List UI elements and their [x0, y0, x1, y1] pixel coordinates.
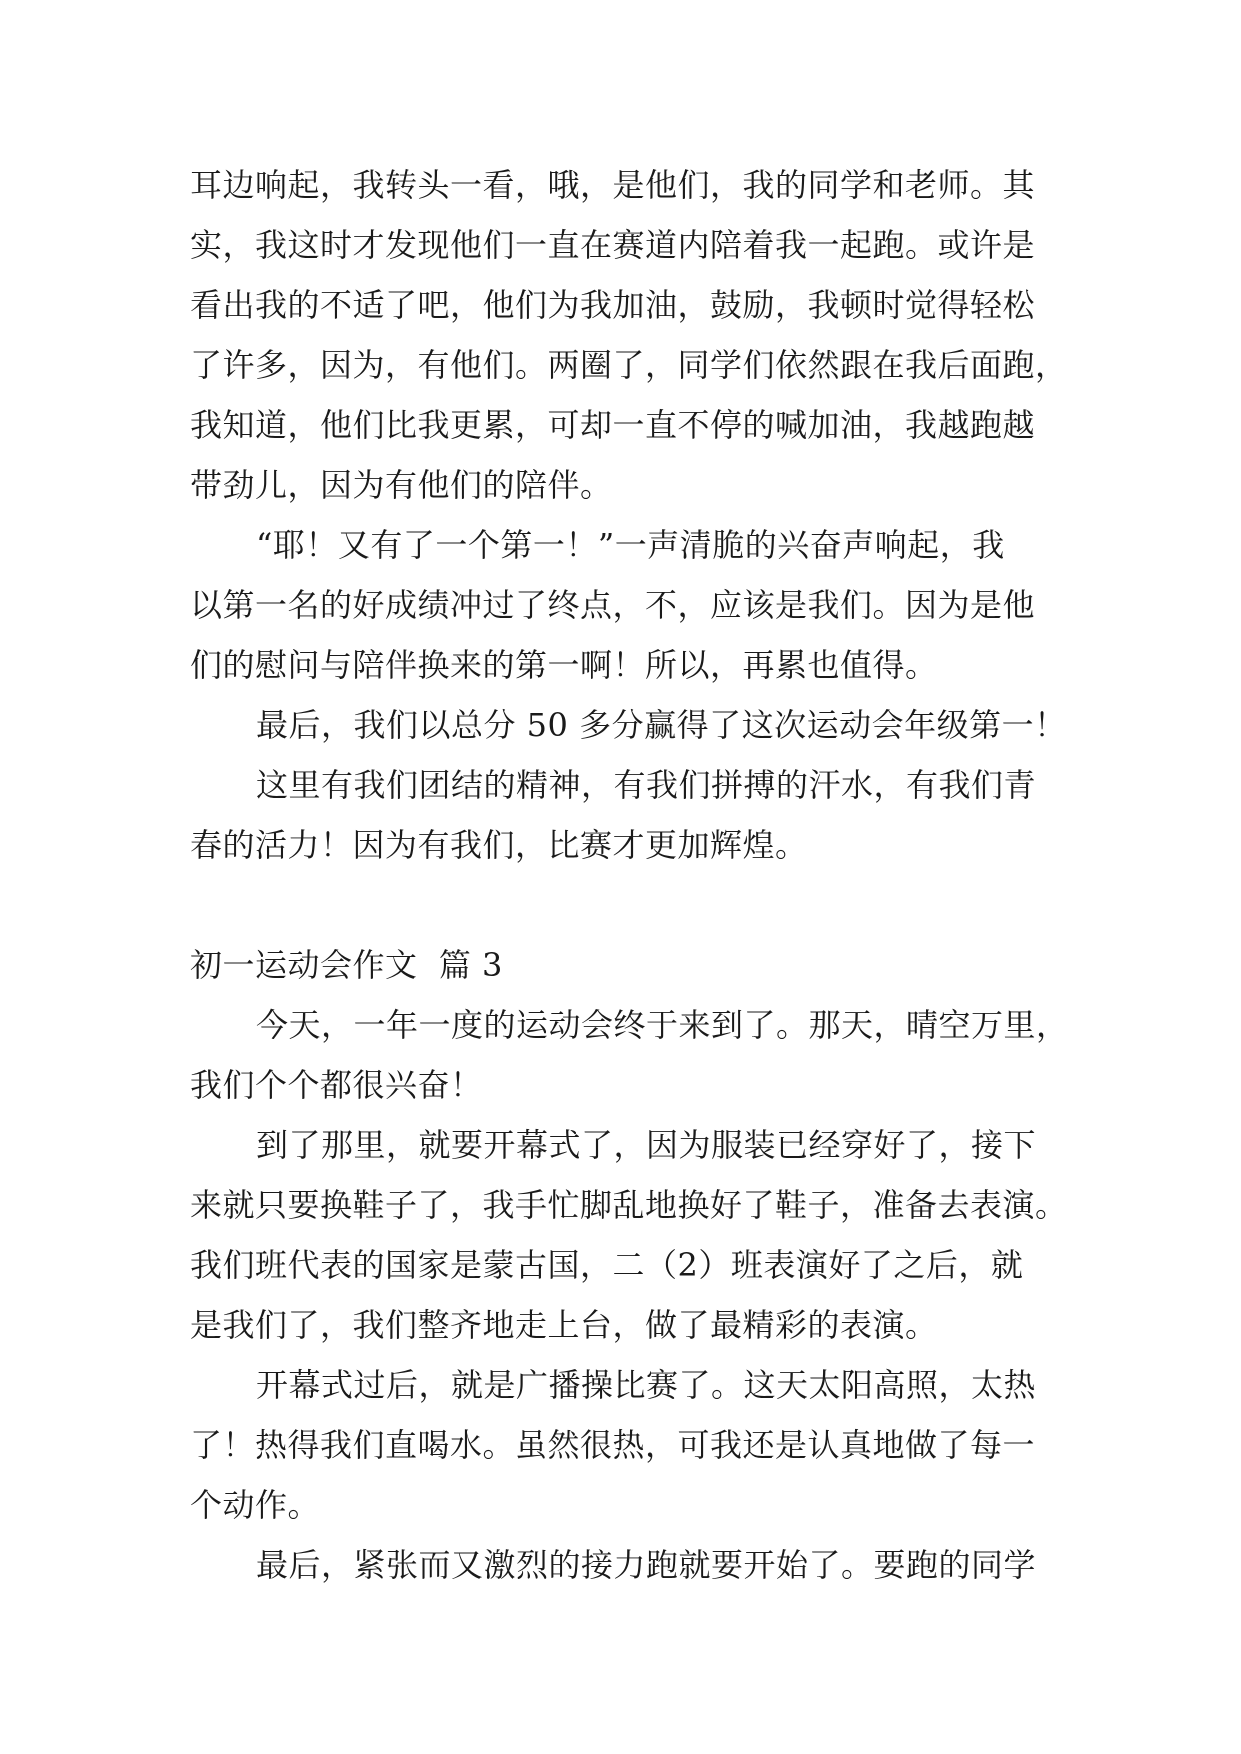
paragraph-line: “耶！又有了一个第一！”一声清脆的兴奋声响起，我 — [256, 526, 1005, 564]
paragraph-line: 是我们了，我们整齐地走上台，做了最精彩的表演。 — [190, 1306, 938, 1344]
paragraph-line: 今天，一年一度的运动会终于来到了。那天，晴空万里， — [256, 1006, 1069, 1044]
paragraph-line: 我知道，他们比我更累，可却一直不停的喊加油，我越跑越 — [190, 406, 1036, 444]
paragraph-line: 到了那里，就要开幕式了，因为服装已经穿好了，接下 — [256, 1126, 1037, 1164]
paragraph-line: 这里有我们团结的精神，有我们拼搏的汗水，有我们青 — [256, 766, 1037, 804]
section-heading: 初一运动会作文 篇 3 — [190, 946, 503, 984]
paragraph-line: 带劲儿，因为有他们的陪伴。 — [190, 466, 613, 504]
paragraph-line: 开幕式过后，就是广播操比赛了。这天太阳高照，太热 — [256, 1366, 1037, 1404]
paragraph-line: 了许多，因为，有他们。两圈了，同学们依然跟在我后面跑， — [190, 346, 1068, 384]
paragraph-line: 最后，紧张而又激烈的接力跑就要开始了。要跑的同学 — [256, 1546, 1037, 1584]
paragraph-line: 们的慰问与陪伴换来的第一啊！所以，再累也值得。 — [190, 646, 938, 684]
paragraph-line: 春的活力！因为有我们，比赛才更加辉煌。 — [190, 826, 808, 864]
section-spacer — [190, 875, 1060, 935]
paragraph-line: 个动作。 — [190, 1486, 321, 1524]
document-page — [190, 155, 1069, 1595]
paragraph-line: 看出我的不适了吧，他们为我加油，鼓励，我顿时觉得轻松 — [190, 286, 1036, 324]
paragraph-line: 耳边响起，我转头一看，哦，是他们，我的同学和老师。其 — [190, 166, 1036, 204]
paragraph-line: 我们班代表的国家是蒙古国，二（2）班表演好了之后，就 — [190, 1246, 1024, 1284]
paragraph-line: 我们个个都很兴奋！ — [190, 1066, 483, 1104]
paragraph-line: 最后，我们以总分 50 多分赢得了这次运动会年级第一！ — [256, 706, 1067, 744]
paragraph-line: 来就只要换鞋子了，我手忙脚乱地换好了鞋子，准备去表演。 — [190, 1186, 1068, 1224]
paragraph-line: 以第一名的好成绩冲过了终点，不，应该是我们。因为是他 — [190, 586, 1036, 624]
paragraph-line: 了！热得我们直喝水。虽然很热，可我还是认真地做了每一 — [190, 1426, 1036, 1464]
paragraph-line: 实，我这时才发现他们一直在赛道内陪着我一起跑。或许是 — [190, 226, 1036, 264]
